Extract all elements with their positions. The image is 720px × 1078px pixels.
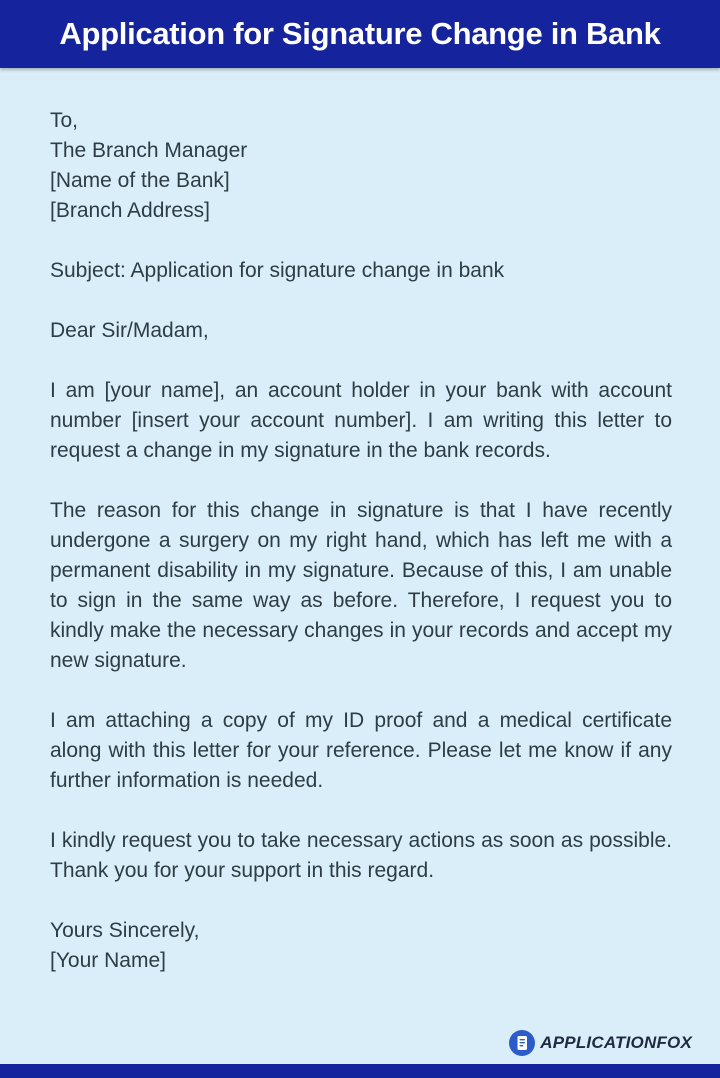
bottom-accent-bar bbox=[0, 1064, 720, 1078]
salutation: Dear Sir/Madam, bbox=[50, 319, 209, 342]
page-title: Application for Signature Change in Bank bbox=[59, 16, 661, 51]
document-icon bbox=[509, 1030, 535, 1056]
closing-line: [Your Name] bbox=[50, 949, 166, 972]
letter-paragraph: The reason for this change in signature is that I have recently undergone a surgery on my right hand, which has left me with a permanent disability in my signature. Because of this, I am unable to sign in the same way as before. Therefore, I request you to kindly make the necessary changes in your records and accept my new signature. bbox=[50, 499, 672, 672]
recipient-line: The Branch Manager bbox=[50, 139, 248, 162]
recipient-line: [Name of the Bank] bbox=[50, 169, 230, 192]
brand-logo bbox=[509, 1030, 692, 1056]
closing-block bbox=[50, 916, 672, 976]
letter-paragraph: I kindly request you to take necessary actions as soon as possible. Thank you for your support in this regard. bbox=[50, 829, 672, 882]
recipient-line: To, bbox=[50, 109, 79, 132]
letter-body bbox=[0, 68, 720, 976]
recipient-address-block bbox=[50, 106, 672, 226]
recipient-line: [Branch Address] bbox=[50, 199, 210, 222]
closing-line: Yours Sincerely, bbox=[50, 919, 200, 942]
letter-paragraph: I am attaching a copy of my ID proof and a medical certificate along with this letter for your reference. Please let me know if any further information is needed. bbox=[50, 709, 672, 792]
letter-paragraph: I am [your name], an account holder in your bank with account number [insert your account number]. I am writing this letter to request a change in my signature in the bank records. bbox=[50, 379, 672, 462]
subject-line: Subject: Application for signature change in bank bbox=[50, 259, 505, 282]
brand-name: APPLICATIONFOX bbox=[540, 1033, 692, 1052]
title-banner bbox=[0, 0, 720, 68]
